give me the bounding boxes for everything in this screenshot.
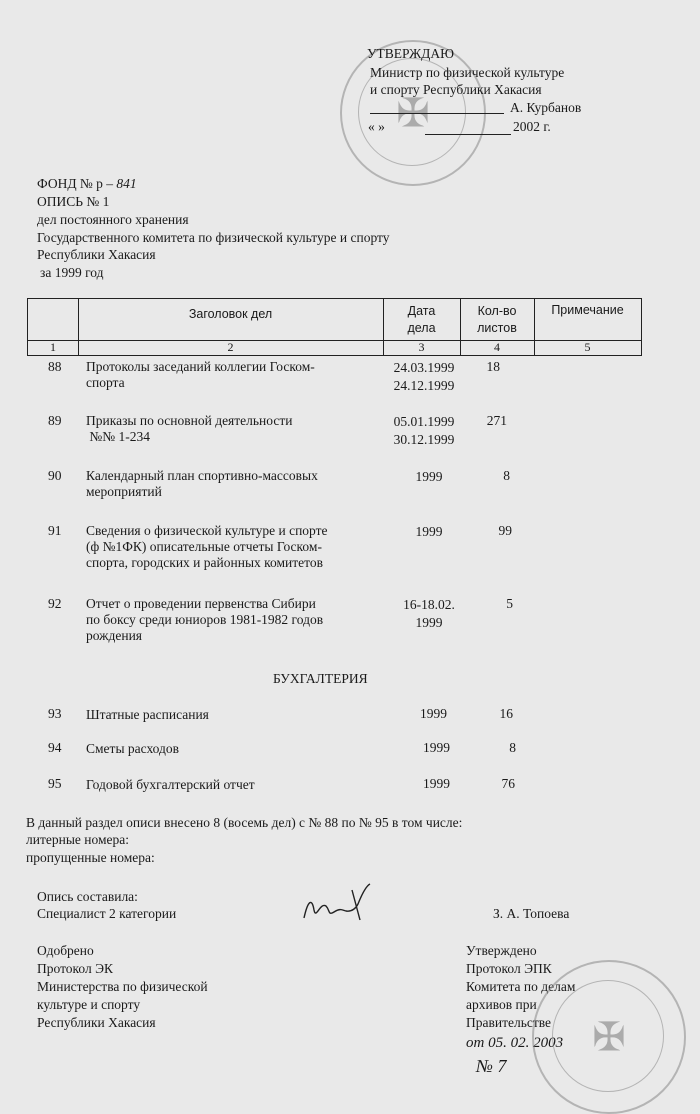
col-header-qty — [460, 303, 534, 337]
approved-right-line: Протокол ЭПК — [466, 961, 552, 976]
row-date-line: 24.03.1999 — [393, 360, 455, 375]
approved-right-line: Комитета по делам — [466, 979, 576, 994]
row-title-line: спорта — [86, 375, 125, 390]
col-number-4: 4 — [494, 340, 500, 354]
approved-left-line: Протокол ЭК — [37, 961, 114, 976]
row-sheet-count: 16 — [499, 706, 513, 721]
row-title-line: Приказы по основной деятельности — [86, 413, 293, 428]
row-title-line: Протоколы заседаний коллегии Госком- — [86, 359, 315, 374]
col-header-note: Примечание — [551, 303, 624, 317]
fond-number: 841 — [116, 176, 137, 191]
compiler-name: З. А. Топоева — [493, 906, 570, 921]
row-date: 1999 — [423, 776, 450, 791]
row-title — [86, 596, 323, 644]
row-date-line: 30.12.1999 — [393, 431, 455, 447]
row-number: 95 — [48, 776, 62, 791]
approval-line-2: и спорту Республики Хакасия — [370, 82, 542, 97]
approval-date-quotes: « » — [368, 119, 385, 134]
row-date — [387, 413, 461, 448]
row-date-line: 1999 — [415, 524, 443, 539]
col-number-5: 5 — [584, 340, 591, 354]
compiled-by-label: Опись составила: — [37, 889, 138, 904]
row-title — [86, 468, 318, 500]
row-date: 1999 — [423, 740, 450, 755]
row-number: 94 — [48, 740, 62, 755]
summary-text: В данный раздел описи внесено 8 (восемь дел) с № 88 по № 95 в том числе: — [26, 815, 463, 830]
col-header-qty-l2: листов — [477, 321, 517, 335]
row-date-line: 16-18.02. — [403, 597, 455, 612]
row-date — [392, 596, 466, 631]
col-header-date-l1: Дата — [407, 304, 436, 318]
row-date — [392, 523, 466, 541]
row-date-line: 1999 — [415, 469, 443, 484]
row-number: 91 — [48, 523, 62, 538]
row-number: 88 — [48, 359, 62, 374]
col-header-date — [383, 303, 460, 337]
missing-numbers-label: пропущенные номера: — [26, 850, 155, 865]
row-title: Штатные расписания — [86, 707, 209, 722]
handwritten-number: № 7 — [476, 1056, 507, 1076]
row-date: 1999 — [420, 706, 447, 721]
approved-right-line: архивов при — [466, 997, 537, 1012]
row-title-line: №№ 1-234 — [86, 429, 151, 444]
row-number: 92 — [48, 596, 62, 611]
approval-signature-line — [370, 113, 504, 114]
row-title: Годовой бухгалтерский отчет — [86, 777, 255, 792]
inventory-table-header — [27, 298, 642, 356]
row-sheet-count: 8 — [509, 740, 516, 755]
row-number: 89 — [48, 413, 62, 428]
row-sheet-count: 271 — [486, 413, 507, 428]
row-date-line: 1999 — [415, 614, 443, 630]
row-title-line: мероприятий — [86, 484, 162, 499]
row-title-line: Отчет о проведении первенства Сибири — [86, 596, 316, 611]
row-title-line: Сведения о физической культуре и спорте — [86, 523, 328, 538]
row-date — [392, 468, 466, 486]
header-line-4: за 1999 год — [40, 265, 104, 280]
approved-left-line: культуре и спорту — [37, 997, 141, 1012]
row-date — [387, 359, 461, 394]
approved-left-line: Одобрено — [37, 943, 94, 958]
approval-line-1: Министр по физической культуре — [370, 65, 565, 80]
opis-title: ОПИСЬ № 1 — [37, 194, 110, 209]
row-sheet-count: 99 — [498, 523, 512, 538]
row-title — [86, 523, 328, 571]
eagle-emblem-icon: ✠ — [592, 1014, 626, 1060]
approval-date-line — [425, 134, 511, 135]
header-line-2: Государственного комитета по физической культуре и спорту — [37, 230, 390, 245]
row-date-line: 05.01.1999 — [393, 414, 455, 429]
col-header-date-l2: дела — [407, 321, 436, 335]
row-sheet-count: 76 — [501, 776, 515, 791]
row-date-line: 24.12.1999 — [393, 377, 455, 393]
handwritten-date: от 05. 02. 2003 — [466, 1035, 564, 1051]
row-title-line: спорта, городских и районных комитетов — [86, 555, 324, 570]
approved-left-line: Министерства по физической — [37, 979, 208, 994]
section-heading: БУХГАЛТЕРИЯ — [273, 671, 368, 686]
compiler-position: Специалист 2 категории — [37, 906, 177, 921]
row-title-line: (ф №1ФК) описательные отчеты Госком- — [86, 539, 322, 554]
approval-signer: А. Курбанов — [510, 100, 582, 115]
col-header-title: Заголовок дел — [188, 307, 273, 321]
approval-year: 2002 г. — [513, 119, 551, 134]
header-line-1: дел постоянного хранения — [37, 212, 189, 227]
row-sheet-count: 18 — [486, 359, 500, 374]
row-title-line: Календарный план спортивно-массовых — [86, 468, 318, 483]
row-title — [86, 359, 315, 391]
col-number-1: 1 — [50, 340, 56, 354]
fond-prefix: ФОНД № р – — [37, 176, 114, 191]
col-number-2: 2 — [227, 340, 234, 354]
approved-left-line: Республики Хакасия — [37, 1015, 156, 1030]
row-sheet-count: 8 — [503, 468, 510, 483]
archive-committee-seal — [532, 960, 686, 1114]
compiler-signature — [298, 880, 378, 925]
col-header-qty-l1: Кол-во — [477, 304, 517, 318]
col-number-3: 3 — [418, 340, 425, 354]
row-title-line: по боксу среди юниоров 1981-1982 годов — [86, 612, 324, 627]
row-title: Сметы расходов — [86, 741, 180, 756]
literal-numbers-label: литерные номера: — [26, 832, 130, 847]
row-sheet-count: 5 — [506, 596, 513, 611]
header-line-3: Республики Хакасия — [37, 247, 156, 262]
approved-right-line: Правительстве — [466, 1015, 552, 1030]
row-title-line: рождения — [86, 628, 143, 643]
approved-right-line: Утверждено — [466, 943, 537, 958]
eagle-emblem-icon: ✠ — [396, 90, 430, 136]
row-number: 90 — [48, 468, 62, 483]
row-title — [86, 413, 292, 445]
row-number: 93 — [48, 706, 62, 721]
fond-label — [37, 176, 137, 192]
approval-heading: УТВЕРЖДАЮ — [367, 46, 455, 61]
